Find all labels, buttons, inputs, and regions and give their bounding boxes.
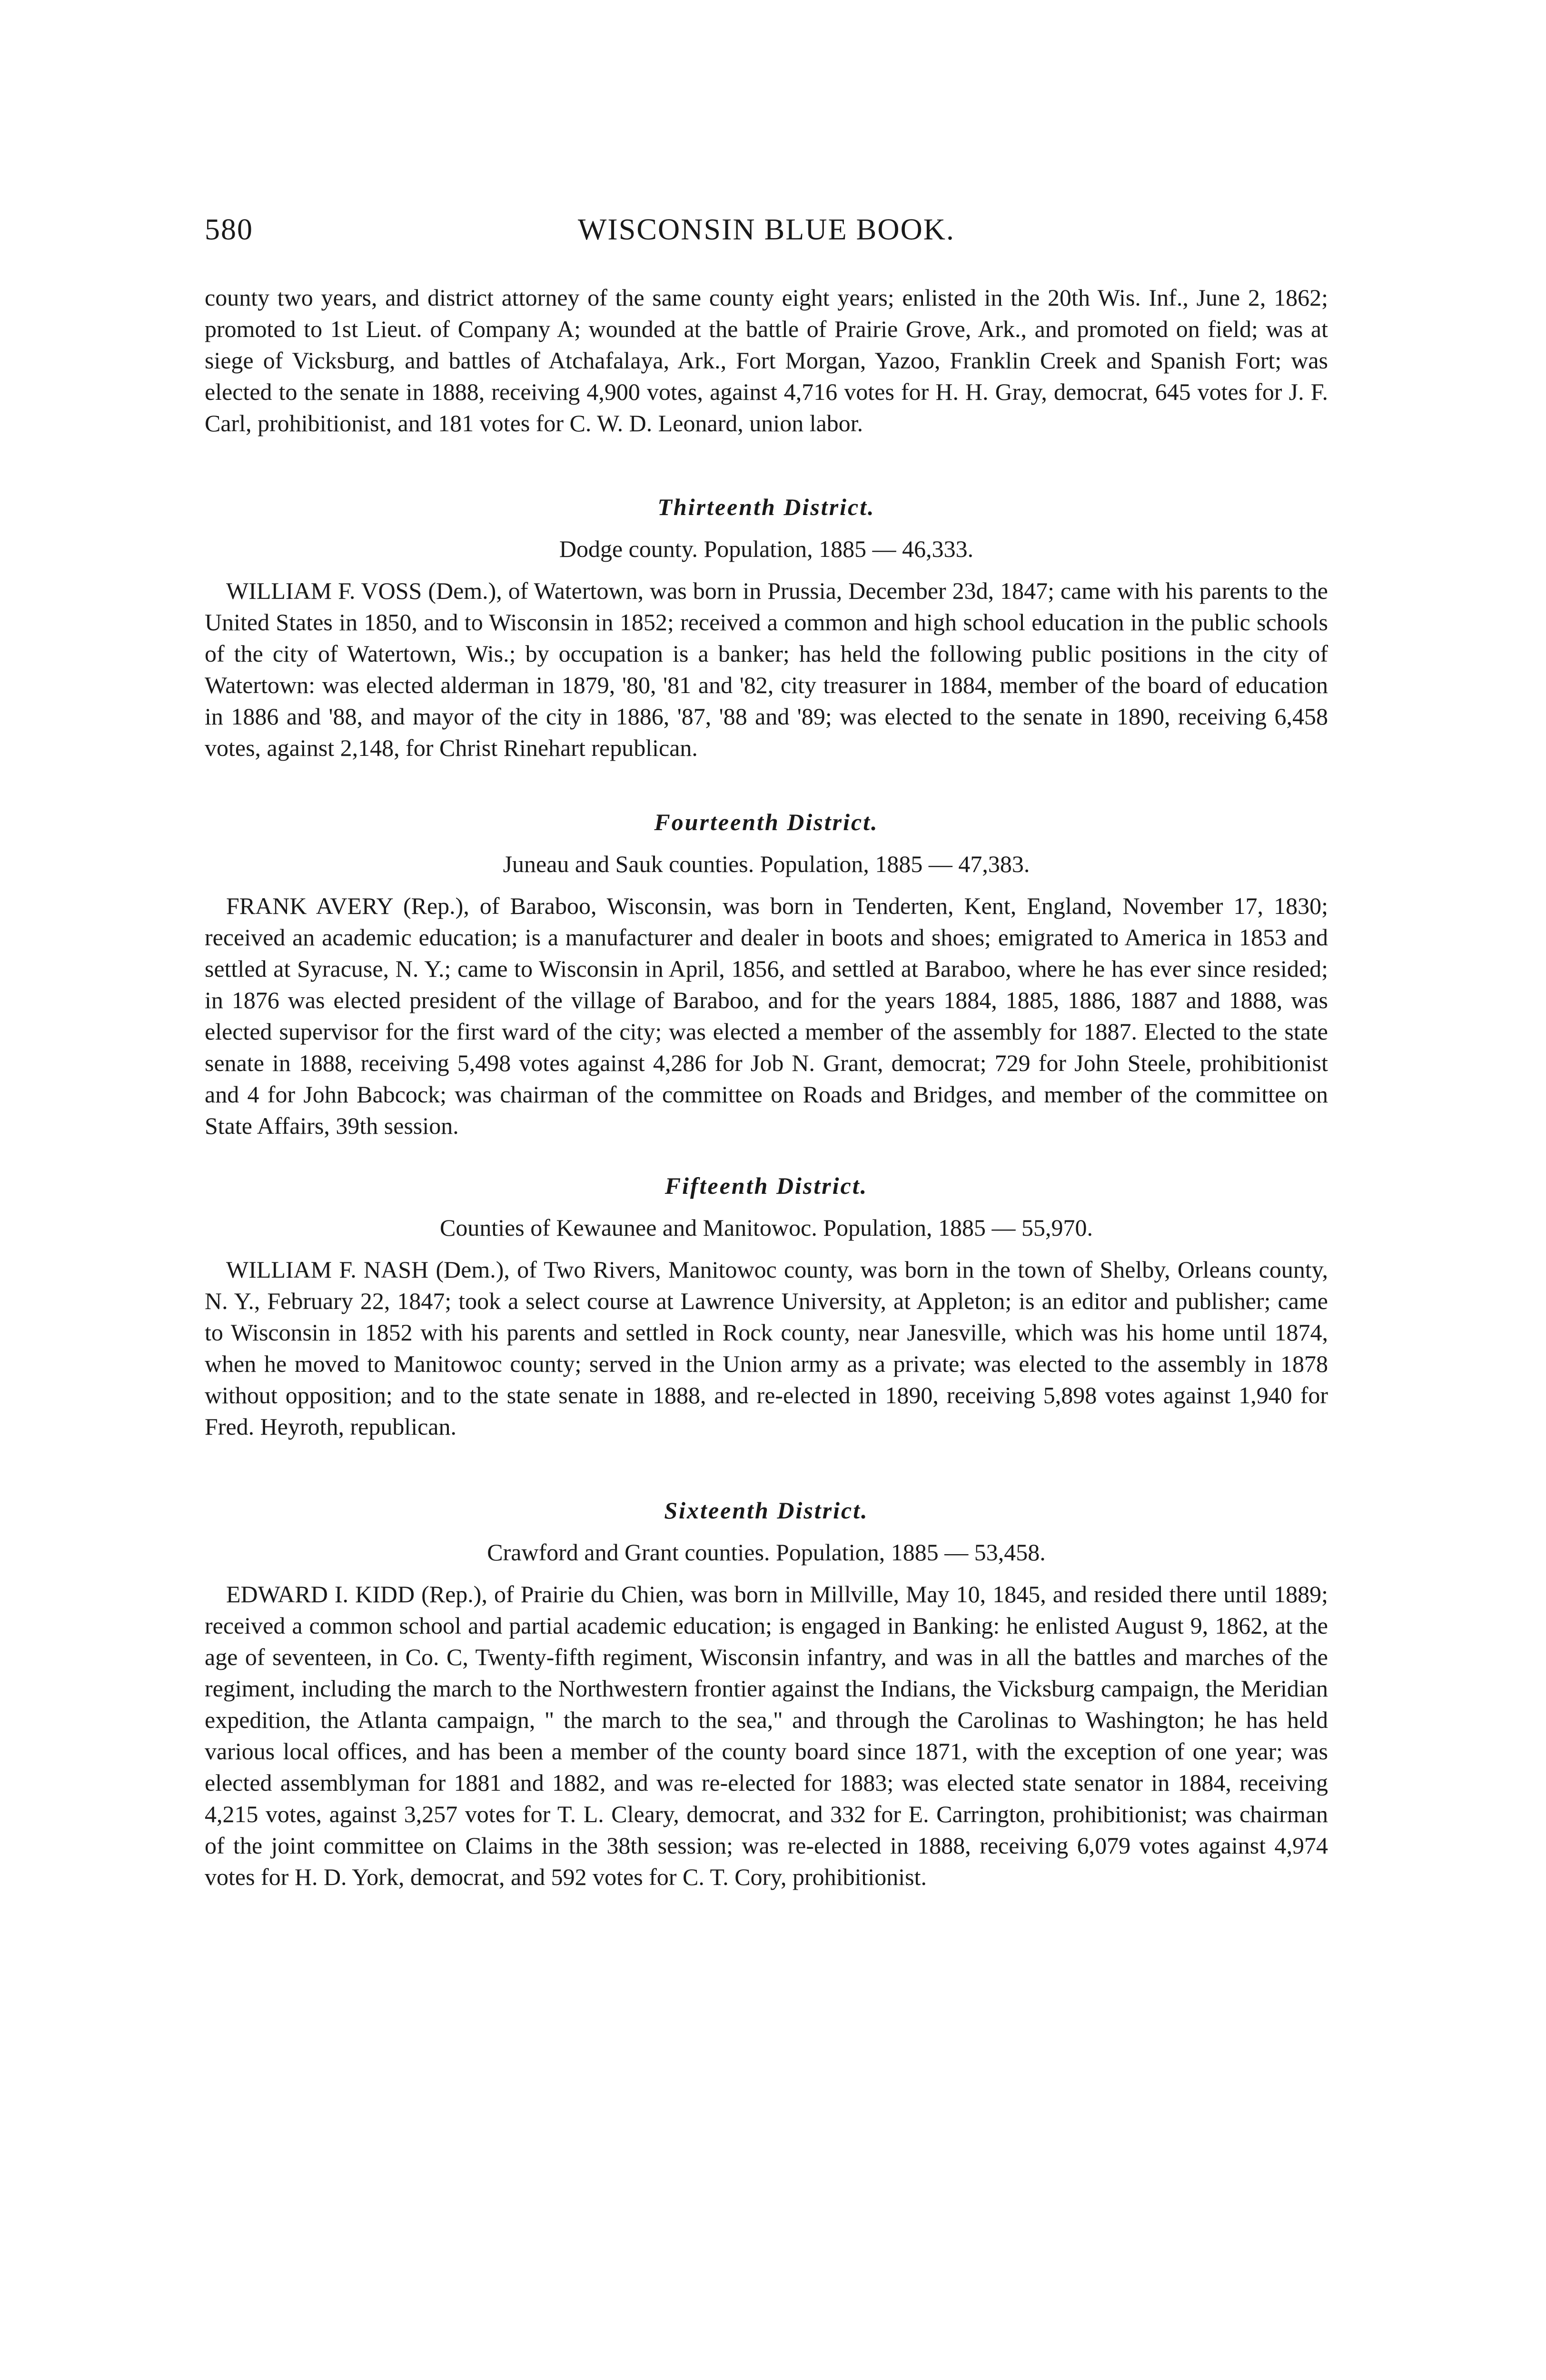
section-thirteenth-district [205, 491, 1328, 764]
biography-paragraph: WILLIAM F. VOSS (Dem.), of Watertown, was born in Prussia, December 23d, 1847; came with his parents to the United States in 1850, and to Wisconsin in 1852; received a common and high school education in the public schools of the city of Watertown, Wis.; by occupation is a banker; has held the following public positions in the city of Watertown: was elected alderman in 1879, '80, '81 and '82, city treasurer in 1884, member of the board of education in 1886 and '88, and mayor of the city in 1886, '87, '88 and '89; was elected to the senate in 1890, receiving 6,458 votes, against 2,148, for Christ Rinehart republican. [205, 577, 1328, 761]
biography-paragraph: EDWARD I. KIDD (Rep.), of Prairie du Chien, was born in Millville, May 10, 1845, and resided there until 1889; received a common school and partial academic education; is engaged in Banking: he enlisted August 9, 1862, at the age of seventeen, in Co. C, Twenty-fifth regiment, Wisconsin infantry, and was in all the battles and marches of the regiment, including the march to the Northwestern frontier against the Indians, the Vicksburg campaign, the Meridian expedition, the Atlanta campaign, " the march to the sea," and through the Carolinas to Washington; he has held various local offices, and has been a member of the county board since 1871, with the exception of one year; was elected assemblyman for 1881 and 1882, and was re-elected for 1883; was elected state senator in 1884, receiving 4,215 votes, against 3,257 votes for T. L. Cleary, democrat, and 332 for E. Carrington, prohibitionist; was chairman of the joint committee on Claims in the 38th session; was re-elected in 1888, receiving 6,079 votes against 4,974 votes for H. D. York, democrat, and 592 votes for C. T. Cory, prohibitionist. [205, 1581, 1328, 1890]
section-fourteenth-district [205, 806, 1328, 1141]
district-heading: Fourteenth District. [654, 809, 879, 835]
running-title: WISCONSIN BLUE BOOK. [578, 212, 955, 246]
section-fifteenth-district [205, 1170, 1328, 1442]
district-subheading: Dodge county. Population, 1885 — 46,333. [559, 536, 974, 562]
district-heading: Thirteenth District. [657, 494, 875, 520]
page-number: 580 [205, 212, 253, 246]
district-heading: Fifteenth District. [664, 1172, 868, 1199]
continuation-paragraph: county two years, and district attorney of the same county eight years; enlisted in the 20th Wis. Inf., June 2, 1862; promoted to 1st Lieut. of Company A; wounded at the battle of Prairie Grove, Ark., and promoted on field; was at siege of Vicksburg, and battles of Atchafalaya, Ark., Fort Morgan, Yazoo, Franklin Creek and Spanish Fort; was elected to the senate in 1888, receiving 4,900 votes, against 4,716 votes for H. H. Gray, democrat, 645 votes for J. F. Carl, prohibitionist, and 181 votes for C. W. D. Leonard, union labor. [205, 284, 1328, 436]
section-sixteenth-district [205, 1495, 1328, 1893]
biography-paragraph: WILLIAM F. NASH (Dem.), of Two Rivers, Manitowoc county, was born in the town of Shelby, Orleans county, N. Y., February 22, 1847; took a select course at Lawrence University, at Appleton; is an editor and publisher; came to Wisconsin in 1852 with his parents and settled in Rock county, near Janesville, which was his home until 1874, when he moved to Manitowoc county; served in the Union army as a private; was elected to the assembly in 1878 without opposition; and to the state senate in 1888, and re-elected in 1890, receiving 5,898 votes against 1,940 for Fred. Heyroth, republican. [205, 1256, 1328, 1440]
biography-paragraph: FRANK AVERY (Rep.), of Baraboo, Wisconsin, was born in Tenderten, Kent, England, November 17, 1830; received an academic education; is a manufacturer and dealer in boots and shoes; emigrated to America in 1853 and settled at Syracuse, N. Y.; came to Wisconsin in April, 1856, and settled at Baraboo, where he has ever since resided; in 1876 was elected president of the village of Baraboo, and for the years 1884, 1885, 1886, 1887 and 1888, was elected supervisor for the first ward of the city; was elected a member of the assembly for 1887. Elected to the state senate in 1888, receiving 5,498 votes against 4,286 for Job N. Grant, democrat; 729 for John Steele, prohibitionist and 4 for John Babcock; was chairman of the committee on Roads and Bridges, and member of the committee on State Affairs, 39th session. [205, 892, 1328, 1139]
page-body [205, 282, 1328, 1893]
district-subheading: Crawford and Grant counties. Population, 1885 — 53,458. [487, 1539, 1046, 1566]
district-heading: Sixteenth District. [664, 1497, 869, 1524]
district-subheading: Counties of Kewaunee and Manitowoc. Population, 1885 — 55,970. [439, 1214, 1093, 1241]
page-header [205, 212, 1328, 255]
district-subheading: Juneau and Sauk counties. Population, 1885 — 47,383. [503, 851, 1030, 877]
